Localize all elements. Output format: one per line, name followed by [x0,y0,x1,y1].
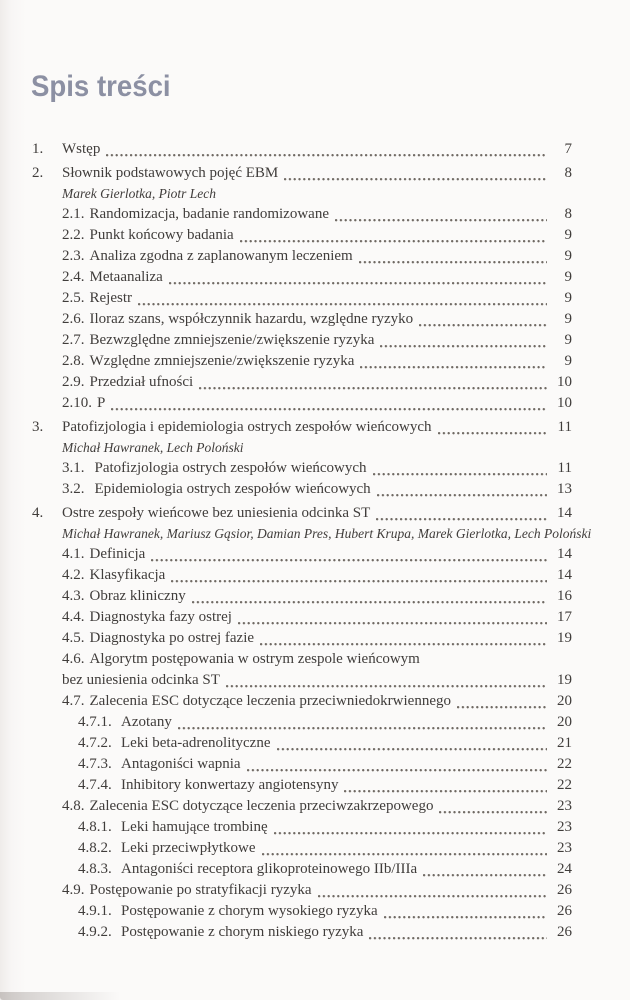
toc-entry [32,628,572,649]
dot-leader [106,152,547,157]
toc-entry-number: 2. [32,165,44,181]
toc-entry-label: Postępowanie z chorym wysokiego ryzyka [121,903,378,919]
toc-entry [32,838,572,859]
toc-entry-label: bez uniesienia odcinka ST [62,672,220,688]
dot-leader [369,935,547,940]
toc-entry-number: 4.8.1. [78,819,112,835]
toc-entry-page: 9 [564,311,572,327]
dot-leader [262,851,547,856]
toc-entry-number: 4.8.3. [78,861,112,877]
toc-entry [32,817,572,838]
toc-entry-page: 9 [564,353,572,369]
toc-entry [32,139,572,160]
toc-entry [32,796,572,817]
dot-leader [360,364,547,369]
toc-entry-page: 8 [564,206,572,222]
toc-entry [32,351,572,372]
toc-entry-label: Definicja [89,546,146,562]
toc-entry-label: Punkt końcowy badania [89,227,234,243]
toc-entry-page: 9 [564,269,572,285]
toc-entry [32,880,572,901]
toc-entry-page: 9 [564,290,572,306]
toc-entry-page: 22 [557,777,572,793]
toc-entry-page: 10 [557,395,572,411]
toc-entry-page: 20 [557,714,572,730]
toc-entry-label: Postępowanie z chorym niskiego ryzyka [121,924,364,940]
toc-entry-number: 4.2. [62,567,85,583]
dot-leader [169,280,547,285]
toc-entry-label: Rejestr [89,290,132,306]
dot-leader [171,578,547,583]
toc-entry [32,372,572,393]
page-title: Spis treści [31,70,171,104]
toc-entry-page: 19 [557,630,572,646]
toc-entry-number: 3. [32,419,44,435]
dot-leader [439,809,547,814]
toc-entry-label: Zalecenia ESC dotyczące leczenia przeciwniedokrwiennego [89,693,451,709]
toc-entry-number: 2.8. [62,353,85,369]
toc-entry [32,330,572,351]
toc-entry-number: 4.8. [62,798,85,814]
toc-entry-label: Wstęp [62,141,101,157]
toc-entry [32,417,572,438]
toc-entry-label: Diagnostyka fazy ostrej [89,609,232,625]
toc-entry-label: Algorytm postępowania w ostrym zespole wieńcowym [89,651,420,667]
toc-entry [32,288,572,309]
toc-entry-page: 19 [557,672,572,688]
toc-entry-page: 9 [564,248,572,264]
toc-entry-label: Klasyfikacja [89,567,166,583]
toc-entry-page: 24 [557,861,572,877]
toc-entry-number: 2.3. [62,248,85,264]
toc [32,139,592,943]
toc-entry-label: Przedział ufności [89,374,194,390]
toc-entry-label: Postępowanie po stratyfikacji ryzyka [89,882,312,898]
toc-entry-number: 4.8.2. [78,840,112,856]
toc-entry-number: 2.2. [62,227,85,243]
toc-entry-page: 14 [557,546,572,562]
toc-entry-label: Względne zmniejszenie/zwiększenie ryzyka [89,353,355,369]
toc-entry [32,479,572,500]
dot-leader [335,217,547,222]
toc-entry-label: Patofizjologia i epidemiologia ostrych zespołów wieńcowych [62,419,432,435]
toc-entry-page: 9 [564,227,572,243]
dot-leader [377,492,547,497]
dot-leader [274,830,547,835]
toc-entry [32,922,572,943]
dot-leader [376,516,547,521]
toc-entry-page: 26 [557,903,572,919]
dot-leader [423,872,547,877]
toc-entry [32,163,572,184]
toc-entry-page: 9 [564,332,572,348]
toc-entry-label: Inhibitory konwertazy angiotensyny [121,777,339,793]
toc-entry-number: 4.7.4. [78,777,112,793]
toc-entry [32,901,572,922]
toc-entry-label: Leki przeciwpłytkowe [121,840,256,856]
toc-entry-label: Słownik podstawowych pojęć EBM [62,165,279,181]
toc-entry-number: 4.7.2. [78,735,112,751]
dot-leader [344,788,547,793]
toc-entry-page: 23 [557,819,572,835]
toc-entry-page: 14 [557,567,572,583]
dot-leader [178,725,547,730]
toc-entry-number: 2.9. [62,374,85,390]
toc-entry-label: Metaanaliza [89,269,163,285]
toc-entry [32,225,572,246]
toc-entry-label: Patofizjologia ostrych zespołów wieńcowych [94,460,367,476]
toc-entry [32,204,572,225]
toc-entry-label: P [97,395,106,411]
toc-entry-label: Leki hamujące trombinę [121,819,268,835]
toc-entry-number: 4.3. [62,588,85,604]
toc-entry-page: 8 [564,165,572,181]
dot-leader [260,641,547,646]
dot-leader [384,914,547,919]
toc-entry-page: 10 [557,374,572,390]
scan-shadow [0,992,120,1000]
toc-entry-number: 1. [32,141,44,157]
toc-entry-continuation [32,670,572,691]
toc-entry-authors: Michał Hawranek, Mariusz Gąsior, Damian Pres, Hubert Krupa, Marek Gierlotka, Lech Poloński [62,526,592,541]
toc-entry-number: 4.9.1. [78,903,112,919]
dot-leader [238,620,547,625]
toc-entry-page: 14 [557,505,572,521]
toc-entry-label: Analiza zgodna z zaplanowanym leczeniem [89,248,353,264]
dot-leader [240,238,547,243]
toc-entry-number: 4.6. [62,651,85,667]
dot-leader [380,343,547,348]
toc-entry-label: Iloraz szans, współczynnik hazardu, względne ryzyko [89,311,414,327]
toc-entry-label: Bezwzględne zmniejszenie/zwiększenie ryzyka [89,332,375,348]
dot-leader [457,704,547,709]
toc-entry-number: 2.1. [62,206,85,222]
toc-entry-number: 4.9.2. [78,924,112,940]
toc-entry [32,775,572,796]
toc-entry-number: 4.9. [62,882,85,898]
toc-entry-number: 3.2. [62,481,85,497]
toc-entry [32,309,572,330]
toc-entry-page: 23 [557,840,572,856]
toc-entry [32,458,572,479]
toc-entry-number: 2.7. [62,332,85,348]
dot-leader [373,471,547,476]
toc-entry [32,267,572,288]
dot-leader [151,557,547,562]
toc-entry-page: 22 [557,756,572,772]
toc-entry [32,859,572,880]
toc-entry-label: Obraz kliniczny [89,588,186,604]
toc-entry-number: 2.4. [62,269,85,285]
toc-entry [32,565,572,586]
toc-entry-label: Zalecenia ESC dotyczące leczenia przeciwzakrzepowego [89,798,434,814]
dot-leader [318,893,547,898]
toc-entry-page: 23 [557,798,572,814]
dot-leader [192,599,547,604]
toc-entry-number: 4.7.3. [78,756,112,772]
toc-entry-page: 21 [557,735,572,751]
toc-entry-number: 4.7.1. [78,714,112,730]
toc-entry-page: 11 [557,419,572,435]
toc-entry-page: 26 [557,882,572,898]
dot-leader [138,301,547,306]
dot-leader [199,385,547,390]
toc-entry-page: 13 [557,481,572,497]
toc-entry-label: Antagoniści wapnia [121,756,241,772]
dot-leader [111,406,547,411]
toc-entry-page: 16 [557,588,572,604]
toc-entry [32,503,572,524]
toc-entry-label: Azotany [121,714,172,730]
toc-entry [32,586,572,607]
toc-entry [32,607,572,628]
toc-entry-page: 11 [557,460,572,476]
toc-entry-label: Leki beta-adrenolityczne [121,735,271,751]
toc-entry [32,691,572,712]
dot-leader [438,430,548,435]
toc-entry [32,649,572,670]
toc-entry-label: Antagoniści receptora glikoproteinowego IIb/IIIa [121,861,418,877]
toc-entry-number: 4. [32,505,44,521]
toc-entry-number: 2.10. [62,395,92,411]
toc-entry-page: 17 [557,609,572,625]
dot-leader [419,322,547,327]
toc-entry-label: Randomizacja, badanie randomizowane [89,206,329,222]
toc-entry-label: Epidemiologia ostrych zespołów wieńcowych [94,481,371,497]
toc-entry-number: 4.1. [62,546,85,562]
toc-entry-label: Ostre zespoły wieńcowe bez uniesienia odcinka ST [62,505,371,521]
toc-entry-number: 4.7. [62,693,85,709]
toc-entry-authors: Marek Gierlotka, Piotr Lech [62,186,216,201]
toc-entry [32,393,572,414]
toc-entry [32,712,572,733]
dot-leader [277,746,547,751]
toc-entry-number: 2.5. [62,290,85,306]
toc-entry-page: 20 [557,693,572,709]
toc-entry-page: 26 [557,924,572,940]
toc-entry-number: 4.5. [62,630,85,646]
dot-leader [359,259,547,264]
toc-entry-number: 3.1. [62,460,85,476]
dot-leader [284,176,547,181]
toc-entry-label: Diagnostyka po ostrej fazie [89,630,255,646]
dot-leader [226,683,547,688]
toc-entry-number: 4.4. [62,609,85,625]
toc-entry [32,733,572,754]
toc-entry [32,246,572,267]
dot-leader [247,767,547,772]
toc-entry-authors: Michał Hawranek, Lech Poloński [62,440,244,455]
toc-entry [32,544,572,565]
toc-entry [32,754,572,775]
toc-entry-number: 2.6. [62,311,85,327]
toc-entry-page: 7 [564,141,572,157]
